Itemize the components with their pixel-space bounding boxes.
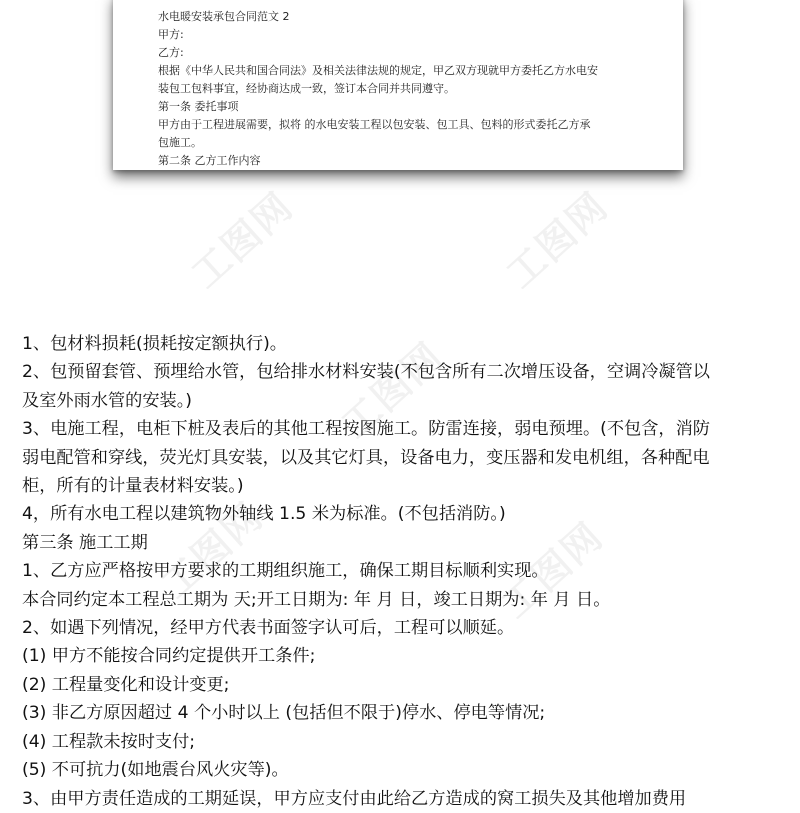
list-item: (1) 甲方不能按合同约定提供开工条件; <box>22 646 316 667</box>
preview-heading-article-2: 第二条 乙方工作内容 <box>158 154 261 167</box>
preview-line: 包施工。 <box>158 136 202 149</box>
watermark-4: 工图网 <box>153 493 272 607</box>
preview-page-text <box>158 8 658 170</box>
text-line: 2、如遇下列情况，经甲方代表书面签字认可后，工程可以顺延。 <box>22 618 515 639</box>
preview-party-a: 甲方: <box>158 28 184 41</box>
preview-line: 甲方由于工程进展需要，拟将 的水电安装工程以包安装、包工具、包料的形式委托乙方承 <box>158 118 591 131</box>
text-line: 3、电施工程，电柜下桩及表后的其他工程按图施工。防雷连接，弱电预埋。(不包含，消防 <box>22 419 710 440</box>
watermark-1: 工图网 <box>183 183 302 297</box>
watermark-5: 工图网 <box>493 513 612 627</box>
main-document-text <box>22 330 787 813</box>
list-item: (3) 非乙方原因超过 4 个小时以上 (包括但不限于)停水、停电等情况; <box>22 703 546 724</box>
text-line: 1、包材料损耗(损耗按定额执行)。 <box>22 334 287 354</box>
text-line: 弱电配管和穿线，荧光灯具安装，以及其它灯具，设备电力，变压器和发电机组，各种配电 <box>22 447 710 468</box>
preview-line: 根据《中华人民共和国合同法》及相关法律法规的规定，甲乙双方现就甲方委托乙方水电安 <box>158 64 598 77</box>
preview-line: 装包工包料事宜，经协商达成一致，签订本合同并共同遵守。 <box>158 82 455 95</box>
watermark-3: 工图网 <box>333 333 452 447</box>
preview-heading-article-1: 第一条 委托事项 <box>158 100 239 113</box>
section-heading: 第三条 施工工期 <box>22 532 148 553</box>
preview-party-b: 乙方: <box>158 46 184 59</box>
text-line: 4，所有水电工程以建筑物外轴线 1.5 米为标准。(不包括消防。) <box>22 504 506 525</box>
text-line: 1、乙方应严格按甲方要求的工期组织施工，确保工期目标顺利实现。 <box>22 561 549 582</box>
preview-title: 水电暖安装承包合同范文 2 <box>158 10 290 23</box>
text-line: 本合同约定本工程总工期为 天;开工日期为: 年 月 日，竣工日期为: 年 月 日。 <box>22 589 611 610</box>
text-line: 3、由甲方责任造成的工期延误，甲方应支付由此给乙方造成的窝工损失及其他增加费用 <box>22 788 687 809</box>
text-line: 2、包预留套管、预埋给水管，包给排水材料安装(不包含所有二次增压设备，空调冷凝管以 <box>22 362 710 383</box>
list-item: (2) 工程量变化和设计变更; <box>22 674 230 695</box>
document-preview-page <box>113 0 683 170</box>
list-item: (4) 工程款未按时支付; <box>22 731 196 752</box>
watermark-2: 工图网 <box>498 183 617 297</box>
text-line: 柜，所有的计量表材料安装。) <box>22 476 244 497</box>
text-line: 及室外雨水管的安装。) <box>22 390 192 411</box>
list-item: (5) 不可抗力(如地震台风火灾等)。 <box>22 760 289 781</box>
